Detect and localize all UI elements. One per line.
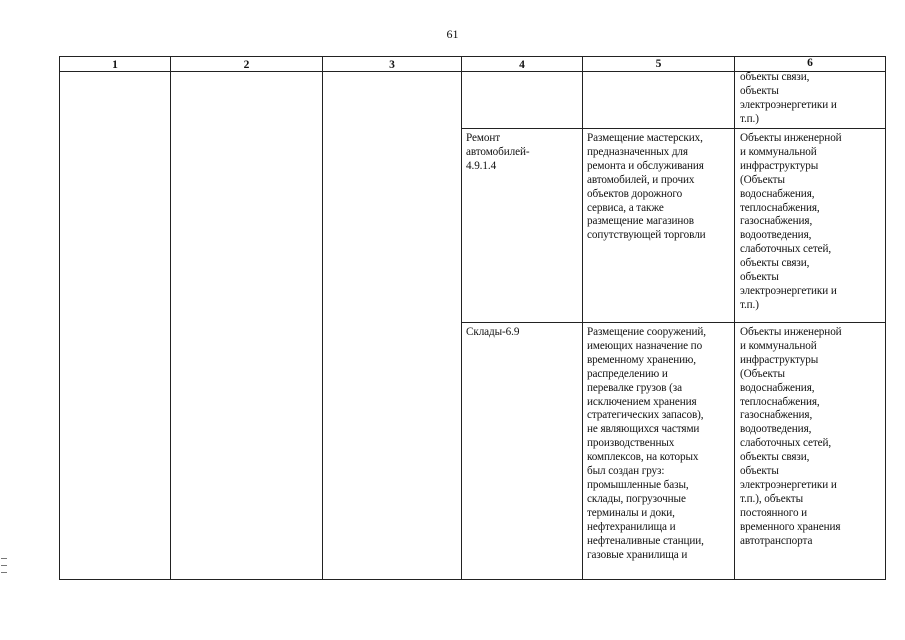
table-left-border xyxy=(59,56,60,580)
row-1-col-4: Ремонт автомобилей- 4.9.1.4 xyxy=(466,132,530,172)
header-col-6: 6 xyxy=(807,57,813,69)
column-divider xyxy=(322,56,323,580)
column-divider xyxy=(582,56,583,580)
column-divider xyxy=(734,56,735,580)
column-divider xyxy=(170,56,171,580)
header-col-2: 2 xyxy=(243,59,250,71)
header-col-4: 4 xyxy=(519,59,525,71)
header-col-1: 1 xyxy=(112,59,118,71)
row-2-col-5: Размещение сооружений, имеющих назначение по временному хранению, распределению и перевалке грузов (за исключением хранения стратегических запасов), не являющихся частями производственных комплексов, на которых был создан груз: промышленные базы, склады, погрузочные терминалы и доки, нефтехранилища и нефтеналивные станции, газовые хранилища и xyxy=(587,326,706,561)
header-col-3: 3 xyxy=(389,59,395,71)
scan-artifact-mark xyxy=(1,572,7,573)
page-number: 61 xyxy=(446,27,459,41)
row-2-col-6: Объекты инженерной и коммунальной инфраструктуры (Объекты водоснабжения, теплоснабжения, газоснабжения, водоотведения, слаботочных сетей, объекты связи, объекты электроэнергетики и т.п.), объекты постоянного и временного хранения автотранспорта xyxy=(740,326,842,547)
scan-artifact-mark xyxy=(1,558,7,559)
row-divider xyxy=(462,128,886,129)
column-divider xyxy=(461,56,462,580)
table-bottom-border xyxy=(59,579,886,580)
row-1-col-6: Объекты инженерной и коммунальной инфраструктуры (Объекты водоснабжения, теплоснабжения, газоснабжения, водоотведения, слаботочных сетей, объекты связи, объекты электроэнергетики и т.п.) xyxy=(740,132,842,311)
table-right-border xyxy=(885,56,886,580)
header-col-5: 5 xyxy=(655,58,662,70)
row-1-col-5: Размещение мастерских, предназначенных для ремонта и обслуживания автомобилей, и прочих объектов дорожного сервиса, а также размещение магазинов сопутствующей торговли xyxy=(587,132,706,242)
scan-artifact-mark xyxy=(1,565,7,566)
row-0-col-6: объекты связи, объекты электроэнергетики и т.п.) xyxy=(740,71,837,125)
row-2-col-4: Склады-6.9 xyxy=(466,326,520,338)
row-divider xyxy=(462,322,886,323)
